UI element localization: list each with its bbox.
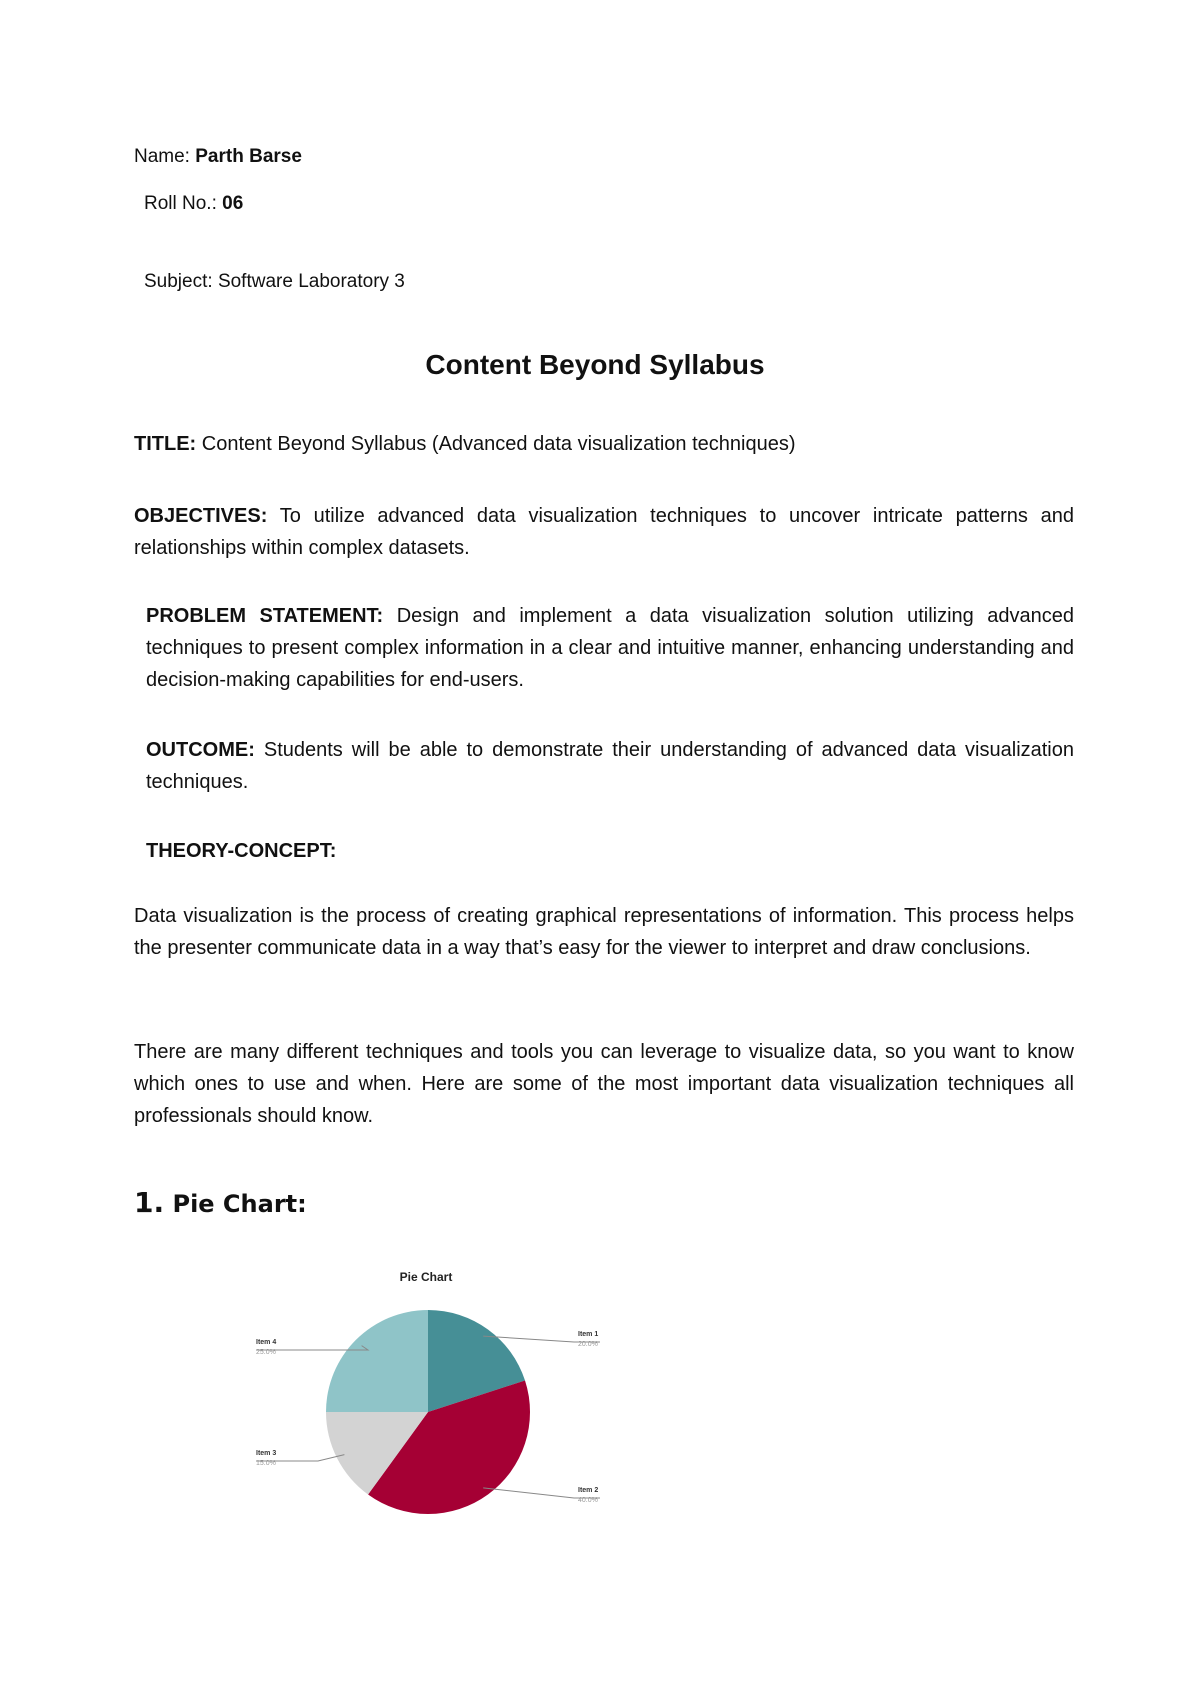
objectives-section: OBJECTIVES: To utilize advanced data visualization techniques to uncover intricate patterns and relationships within complex datasets.	[134, 505, 1074, 559]
pie-slices	[326, 1310, 530, 1514]
problem-label: PROBLEM STATEMENT	[146, 605, 377, 627]
pie-label-name: Item 2	[578, 1487, 599, 1494]
subject-value: Software Laboratory 3	[217, 271, 405, 292]
body-paragraph-2: There are many different techniques and tools you can leverage to visualize data, so you want to know which ones to use and when. Here are some of the most important data visualization techniques all professionals should know.	[134, 1041, 1074, 1127]
problem-section: PROBLEM STATEMENT: Design and implement a data visualization solution utilizing advanced techniques to present complex information in a clear and intuitive manner, enhancing understanding and decision-making capabilities for end-users.	[146, 605, 1075, 691]
heading-number: 1.	[134, 1186, 165, 1219]
pie-label-value: 25.0%	[256, 1349, 276, 1356]
roll-value: 06	[222, 193, 244, 214]
pie-slice-item-4	[326, 1310, 428, 1412]
name-value: Parth Barse	[195, 146, 302, 167]
pie-label-value: 20.0%	[578, 1341, 598, 1348]
roll-label: Roll No.:	[144, 193, 217, 214]
subject-label: Subject:	[144, 271, 213, 292]
page-title: Content Beyond Syllabus	[425, 349, 765, 380]
body-paragraph-1: Data visualization is the process of creating graphical representations of information. This process helps the presenter communicate data in a way that’s easy for the viewer to interpret and draw conclusions.	[134, 905, 1074, 959]
title-text: Content Beyond Syllabus (Advanced data visualization techniques)	[201, 433, 796, 455]
pie-label-name: Item 4	[256, 1339, 277, 1346]
pie-label-name: Item 3	[256, 1450, 277, 1457]
title-section: TITLE: Content Beyond Syllabus (Advanced data visualization techniques)	[134, 433, 796, 455]
outcome-section: OUTCOME: Students will be able to demonstrate their understanding of advanced data visualization techniques.	[146, 739, 1074, 793]
outcome-label: OUTCOME	[146, 739, 249, 761]
problem-text: Design and implement a data visualization solution utilizing advanced techniques to present complex information in a clear and intuitive manner, enhancing understanding and decision-making capabilities for end-users.	[146, 605, 1075, 691]
objectives-label: OBJECTIVES	[134, 505, 261, 527]
pie-label-value: 40.0%	[578, 1497, 598, 1504]
heading-text: Pie Chart:	[172, 1190, 307, 1218]
name-label: Name:	[134, 146, 190, 167]
pie-label-name: Item 1	[578, 1331, 599, 1338]
pie-label-value: 15.0%	[256, 1460, 276, 1467]
theory-label: THEORY-CONCEPT:	[146, 840, 337, 862]
objectives-text: To utilize advanced data visualization techniques to uncover intricate patterns and relationships within complex datasets.	[134, 505, 1074, 559]
chart-title: Pie Chart	[399, 1270, 453, 1284]
title-label: TITLE	[134, 433, 190, 455]
outcome-text: Students will be able to demonstrate their understanding of advanced data visualization techniques.	[146, 739, 1074, 793]
